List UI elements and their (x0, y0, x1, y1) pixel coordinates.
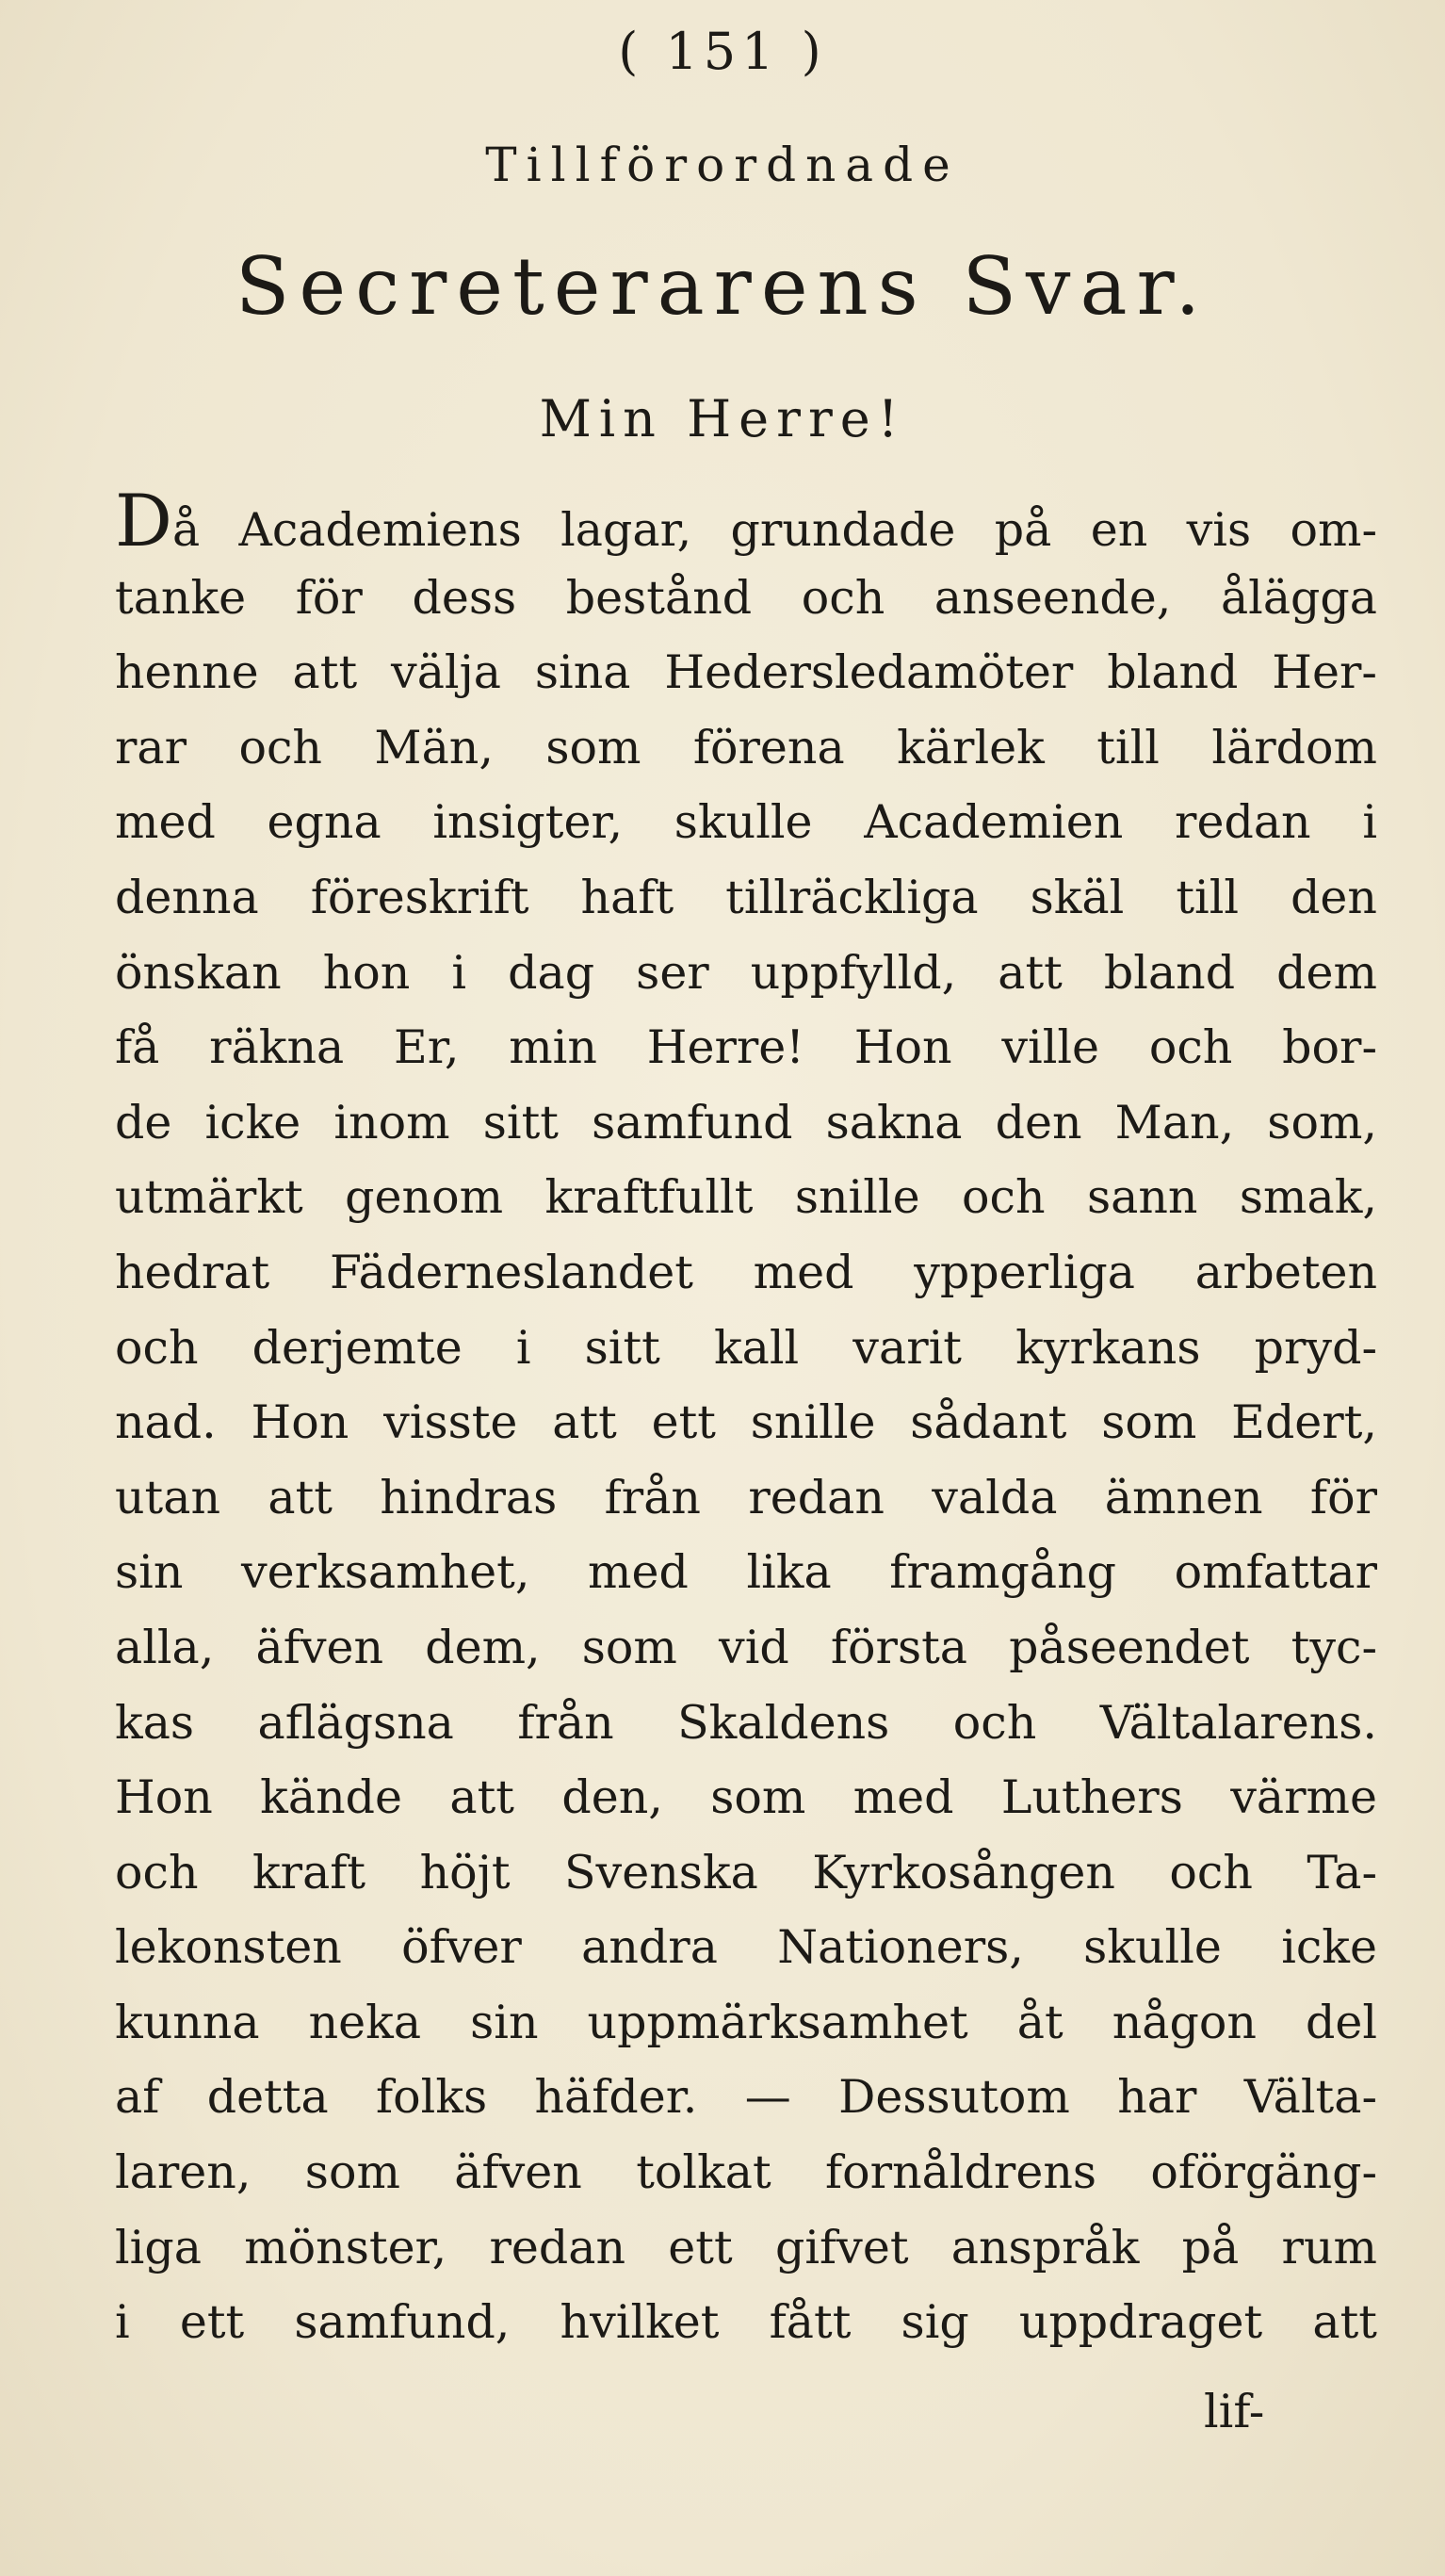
text-line-13: nad. Hon visste att ett snille sådant som Edert, (115, 1395, 1377, 1450)
text-line-10: utmärkt genom kraftfullt snille och sann smak, (115, 1170, 1377, 1225)
text-line-5: med egna insigter, skulle Academien redan i (115, 795, 1377, 850)
text-line-23: laren, som äfven tolkat fornåldrens oförgäng- (115, 2145, 1377, 2200)
text-line-9: de icke inom sitt samfund sakna den Man, som, (115, 1095, 1377, 1149)
salutation: Min Herre! (539, 389, 906, 448)
catchword: lif- (1204, 2385, 1265, 2438)
text-line-1: Då Academiens lagar, grundade på en vis om- (115, 485, 1377, 561)
heading-title: Secreterarens Svar. (235, 240, 1210, 333)
page-number: ( 151 ) (618, 22, 827, 81)
text-line-8: få räkna Er, min Herre! Hon ville och bor- (115, 1020, 1377, 1075)
text-line-3: henne att välja sina Hedersledamöter bland Her- (115, 645, 1377, 700)
text-line-21: kunna neka sin uppmärksamhet åt någon del (115, 1995, 1377, 2049)
body-text (115, 485, 1377, 2360)
drop-cap: D (115, 485, 172, 561)
text-line-4: rar och Män, som förena kärlek till lärdom (115, 720, 1377, 774)
heading-subtitle: Tillförordnade (485, 138, 960, 192)
text-line-25: i ett samfund, hvilket fått sig uppdraget att (115, 2295, 1377, 2350)
text-line-16: alla, äfven dem, som vid första påseendet tyc- (115, 1620, 1377, 1674)
text-line-14: utan att hindras från redan valda ämnen för (115, 1470, 1377, 1524)
text-line-11: hedrat Fäderneslandet med ypperliga arbeten (115, 1245, 1377, 1299)
text-line-18: Hon kände att den, som med Luthers värme (115, 1770, 1377, 1825)
text-line-15: sin verksamhet, med lika framgång omfattar (115, 1545, 1377, 1600)
text-line-2: tanke för dess bestånd och anseende, ålägga (115, 570, 1377, 625)
text-line-7: önskan hon i dag ser uppfylld, att bland dem (115, 945, 1377, 1000)
text-line-20: lekonsten öfver andra Nationers, skulle icke (115, 1920, 1377, 1975)
text-line-24: liga mönster, redan ett gifvet anspråk på rum (115, 2220, 1377, 2274)
text-line-22: af detta folks häfder. — Dessutom har Välta- (115, 2070, 1377, 2125)
text-line-19: och kraft höjt Svenska Kyrkosången och Ta- (115, 1845, 1377, 1899)
text-line-6: denna föreskrift haft tillräckliga skäl till den (115, 870, 1377, 924)
text-line-12: och derjemte i sitt kall varit kyrkans pryd- (115, 1320, 1377, 1375)
text-line-17: kas aflägsna från Skaldens och Vältalarens. (115, 1695, 1377, 1750)
